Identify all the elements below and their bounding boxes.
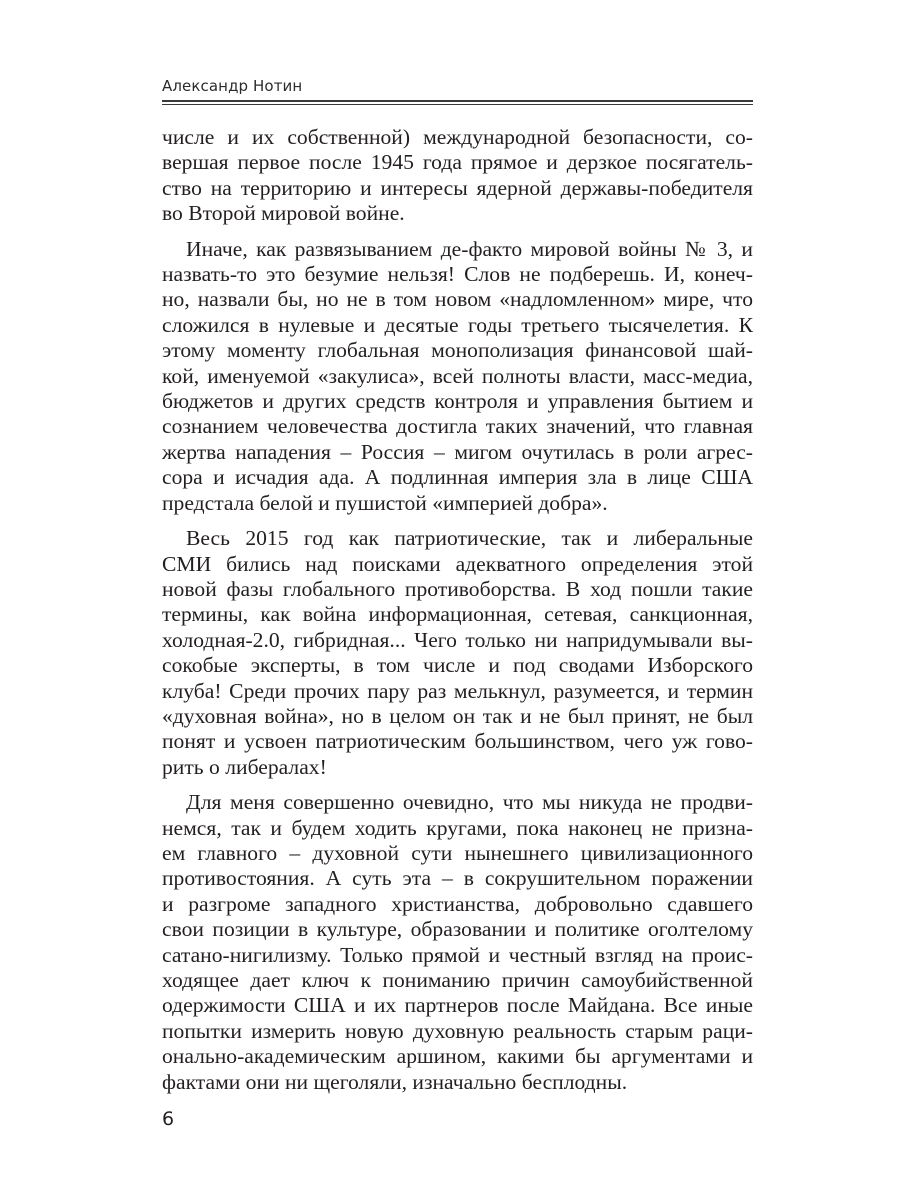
- header-rule-thin: [162, 104, 753, 105]
- text-line: Весь 2015 год как патриотические, так и либеральные: [186, 526, 753, 551]
- text-line: Для меня совершенно очевидно, что мы никуда не продви-: [186, 790, 753, 815]
- text-line: ство на территорию и интересы ядерной державы-победителя: [162, 175, 753, 200]
- text-line: СМИ бились над поисками адекватного определения этой: [162, 551, 753, 576]
- text-line: холодная-2.0, гибридная... Чего только ни напридумывали вы-: [162, 627, 753, 652]
- body-text: [162, 125, 753, 1095]
- text-line: назвать-то это безумие нельзя! Слов не подберешь. И, конеч-: [162, 262, 753, 287]
- text-line: клуба! Среди прочих пару раз мелькнул, разумеется, и термин: [162, 678, 753, 703]
- paragraph: [162, 125, 753, 227]
- book-page: [162, 76, 753, 1105]
- text-line: сложился в нулевые и десятые годы третьего тысячелетия. К: [162, 312, 753, 337]
- paragraph: [162, 526, 753, 780]
- text-line: рить о либералах!: [162, 754, 327, 779]
- text-line: немся, так и будем ходить кругами, пока наконец не призна-: [162, 815, 753, 840]
- text-line: ем главного – духовной сути нынешнего цивилизационного: [162, 840, 753, 865]
- running-head-author: Александр Нотин: [162, 77, 303, 95]
- text-line: сора и исчадия ада. А подлинная империя зла в лице США: [162, 465, 753, 490]
- text-line: термины, как война информационная, сетевая, санкционная,: [162, 602, 753, 627]
- text-line: сознанием человечества достигла таких значений, что главная: [162, 414, 753, 439]
- text-line: и разгроме западного христианства, добровольно сдавшего: [162, 891, 753, 916]
- text-line: онально-академическим аршином, какими бы аргументами и: [162, 1044, 753, 1069]
- page-number: 6: [162, 1108, 175, 1130]
- paragraph: [162, 237, 753, 516]
- text-line: бюджетов и других средств контроля и управления бытием и: [162, 389, 753, 414]
- text-line: кой, именуемой «закулиса», всей полноты власти, масс-медиа,: [162, 363, 753, 388]
- text-line: этому моменту глобальная монополизация финансовой шай-: [162, 338, 753, 363]
- text-line: понят и усвоен патриотическим большинством, чего уж гово-: [162, 729, 753, 754]
- text-line: свои позиции в культуре, образовании и политике оголтелому: [162, 917, 753, 942]
- text-line: предстала белой и пушистой «империей добра».: [162, 490, 608, 515]
- text-line: фактами они ни щеголяли, изначально бесплодны.: [162, 1069, 628, 1094]
- text-line: одержимости США и их партнеров после Майдана. Все иные: [162, 993, 753, 1018]
- header-rule-thick: [162, 100, 753, 102]
- text-line: сокобые эксперты, в том числе и под сводами Изборского: [162, 653, 753, 678]
- text-line: «духовная война», но в целом он так и не был принят, не был: [162, 703, 753, 728]
- text-line: новой фазы глобального противоборства. В ход пошли такие: [162, 576, 753, 601]
- text-line: но, назвали бы, но не в том новом «надломленном» мире, что: [162, 287, 753, 312]
- text-line: сатано-нигилизму. Только прямой и честный взгляд на проис-: [162, 942, 753, 967]
- text-line: Иначе, как развязыванием де-факто мировой войны № 3, и: [186, 236, 753, 261]
- text-line: числе и их собственной) международной безопасности, со-: [162, 125, 753, 149]
- text-line: ходящее дает ключ к пониманию причин самоубийственной: [162, 968, 753, 992]
- text-line: жертва нападения – Россия – мигом очутилась в роли агрес-: [162, 439, 753, 464]
- paragraph: [162, 790, 753, 1095]
- text-line: вершая первое после 1945 года прямое и дерзкое посягатель-: [162, 150, 753, 175]
- text-line: во Второй мировой войне.: [162, 201, 405, 226]
- text-line: попытки измерить новую духовную реальность старым раци-: [162, 1018, 753, 1043]
- text-line: противостояния. А суть эта – в сокрушительном поражении: [162, 866, 753, 891]
